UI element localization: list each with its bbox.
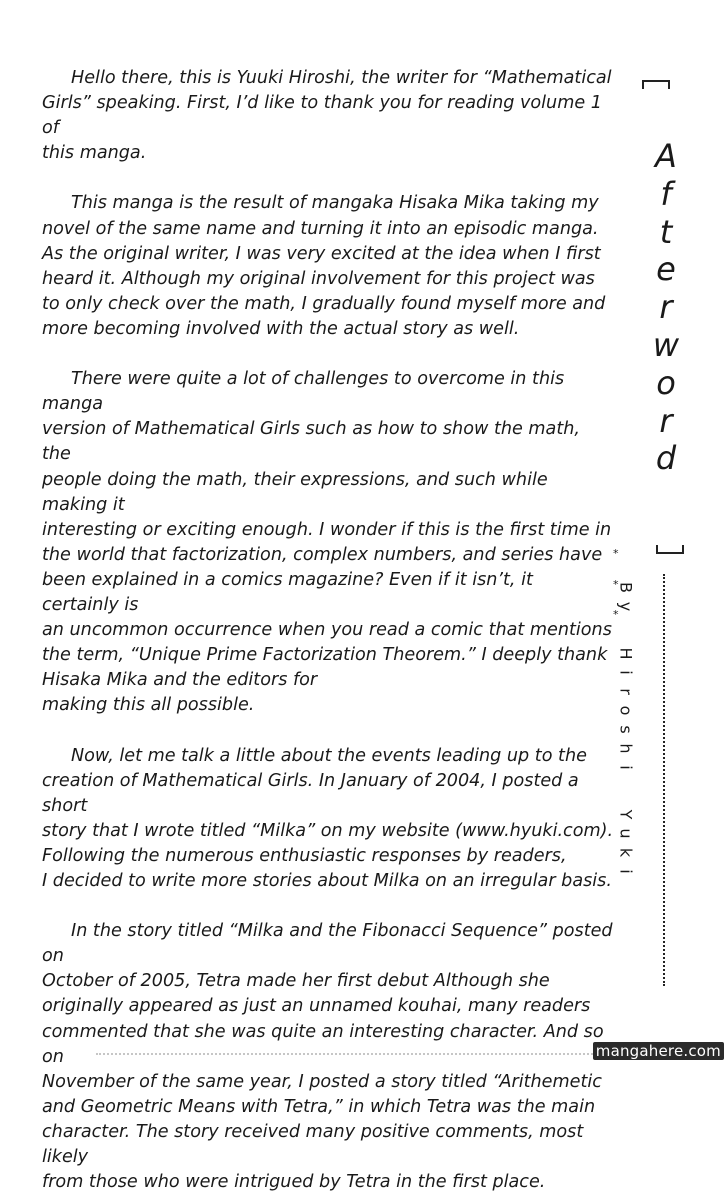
paragraph	[42, 66, 614, 166]
paragraph	[42, 191, 614, 342]
text-line: people doing the math, their expressions, and such while making it	[42, 469, 548, 515]
title-letter: w	[652, 325, 680, 364]
author-letter: i	[616, 765, 636, 770]
star-mark: *	[613, 547, 619, 560]
author-letter: u	[616, 828, 636, 839]
text-line: interesting or exciting enough. I wonder if this is the first time in	[42, 519, 612, 540]
text-line: and Geometric Means with Tetra,” in which Tetra was the main	[42, 1096, 596, 1117]
title-letter: r	[659, 288, 673, 327]
text-line: Hisaka Mika and the editors for	[42, 670, 318, 691]
text-line: October of 2005, Tetra made her first debut Although she	[42, 971, 550, 992]
text-line: from those who were intrigued by Tetra in the first place.	[42, 1172, 546, 1193]
text-line: This manga is the result of mangaka Hisaka Mika taking my	[71, 193, 599, 214]
author-letter: o	[616, 705, 636, 716]
author-letter: y	[616, 601, 636, 612]
title-letter: f	[660, 174, 672, 213]
paragraph	[42, 367, 614, 718]
title-bracket-top	[642, 80, 670, 89]
text-line: the world that factorization, complex numbers, and series have	[42, 544, 603, 565]
text-line: Girls” speaking. First, I’d like to thank you for reading volume 1 of	[42, 93, 602, 139]
text-line: been explained in a comics magazine? Even if it isn’t, it certainly is	[42, 569, 533, 615]
title-letter: d	[655, 439, 677, 478]
text-line: this manga.	[42, 143, 147, 164]
watermark: mangahere.com	[593, 1042, 724, 1060]
text-line: more becoming involved with the actual story as well.	[42, 318, 520, 339]
text-line: In the story titled “Milka and the Fibonacci Sequence” posted on	[42, 921, 613, 967]
star-mark: *	[613, 578, 619, 591]
author-letter: Y	[616, 809, 636, 820]
author-letter: i	[616, 670, 636, 675]
author-letter: B	[616, 582, 636, 593]
author-letter: h	[616, 743, 636, 754]
text-line: I decided to write more stories about Milka on an irregular basis.	[42, 871, 612, 891]
text-line: character. The story received many positive comments, most likely	[42, 1121, 584, 1168]
text-line: version of Mathematical Girls such as how to show the math, the	[42, 419, 580, 465]
afterword-body	[42, 66, 614, 1195]
title-letter: e	[656, 250, 676, 289]
title-bracket-bottom	[656, 545, 684, 554]
title-letter: o	[656, 363, 676, 402]
title-letter: A	[655, 137, 677, 175]
text-line: to only check over the math, I gradually found myself more and	[42, 293, 606, 314]
text-line: the term, “Unique Prime Factorization Theorem.” I deeply thank	[42, 645, 608, 666]
text-line: Now, let me talk a little about the events leading up to the	[71, 745, 587, 766]
afterword-title	[640, 138, 692, 478]
author-letter: k	[616, 847, 636, 858]
text-line: heard it. Although my original involvement for this project was	[42, 268, 595, 289]
author-letter: H	[616, 647, 636, 660]
star-mark: *	[613, 608, 619, 621]
text-line: There were quite a lot of challenges to overcome in this manga	[42, 369, 565, 415]
text-line: story that I wrote titled “Milka” on my website (www.hyuki.com).	[42, 820, 614, 841]
text-line: novel of the same name and turning it into an episodic manga.	[42, 218, 599, 239]
text-line: Hello there, this is Yuuki Hiroshi, the writer for “Mathematical	[71, 68, 612, 88]
author-letter: i	[616, 869, 636, 874]
title-letter: t	[659, 212, 673, 251]
text-line: Following the numerous enthusiastic responses by readers,	[42, 845, 567, 866]
title-letter: r	[659, 401, 673, 440]
author-letter: s	[616, 725, 636, 734]
bleed-through-text	[96, 1053, 656, 1058]
dotted-rule	[663, 574, 665, 986]
text-line: creation of Mathematical Girls. In January of 2004, I posted a short	[42, 770, 579, 816]
author-byline	[611, 578, 641, 881]
text-line: making this all possible.	[42, 695, 255, 716]
text-line: originally appeared as just an unnamed kouhai, many readers	[42, 996, 591, 1017]
author-letter: r	[616, 688, 636, 695]
text-line: As the original writer, I was very excited at the idea when I first	[42, 243, 601, 264]
text-line: an uncommon occurrence when you read a comic that mentions	[42, 620, 612, 641]
paragraph	[42, 744, 614, 895]
text-line: November of the same year, I posted a story titled “Arithemetic	[42, 1071, 602, 1092]
text-line: commented that she was quite an interesting character. And so on	[42, 1021, 604, 1067]
